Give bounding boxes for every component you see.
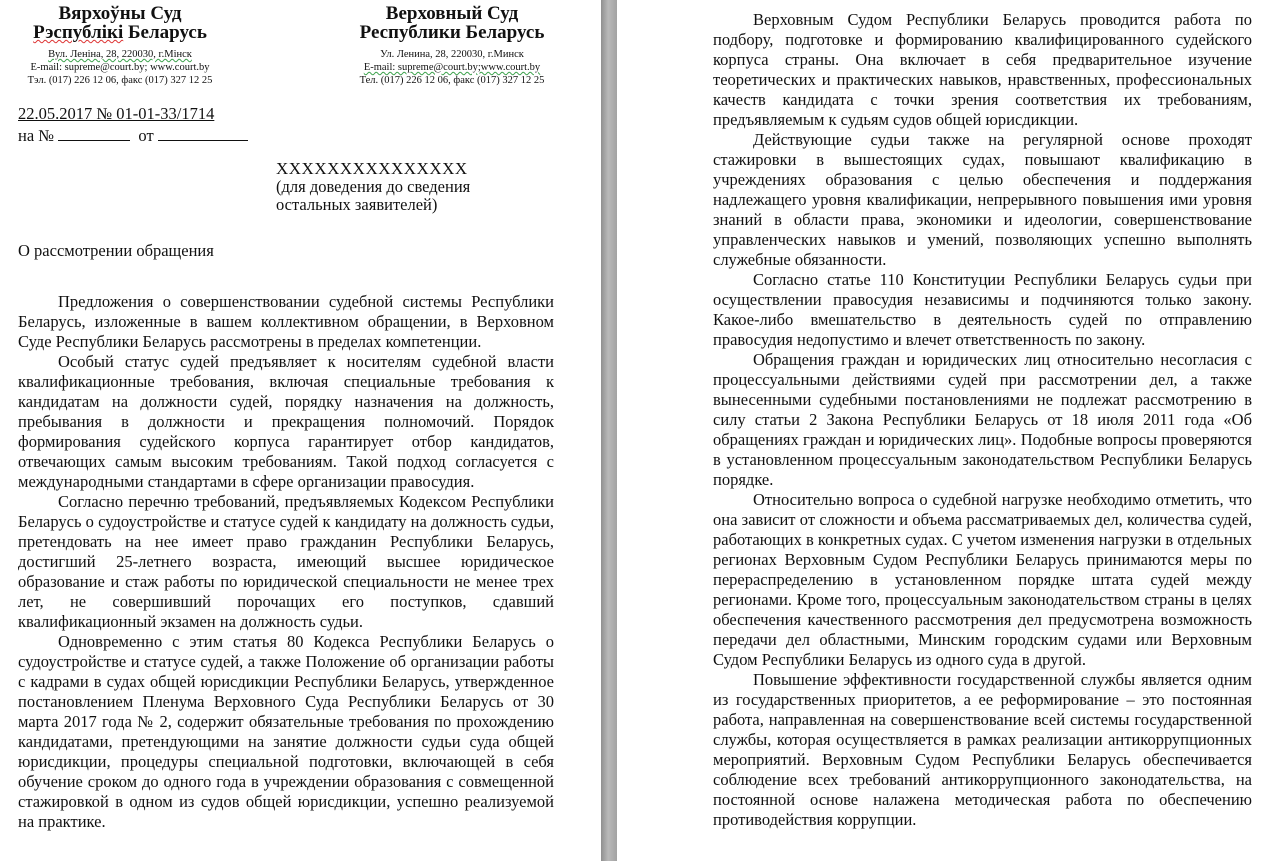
court-phone: Тел. (017) 226 12 06, факс (017) 327 12 25	[359, 75, 545, 86]
registration-number: 22.05.2017 № 01-01-33/1714	[18, 104, 215, 123]
addressee-name: XXXXXXXXXXXXXXX	[276, 159, 468, 178]
paragraph: Действующие судьи также на регулярной основе проходят стажировки в вышестоящих судах, повышают квалификацию в учреждениях образования с целью обеспечения и поддержания надлежащего уровня квалификации, непрерывного повышения ими уровня знаний в области права, экономики и идеологии, совершенствование управленческих навыков и умений, позволяющих успешно выполнять служебные обязанности.	[713, 130, 1252, 269]
document-page-right	[617, 0, 1280, 861]
paragraph: Согласно перечню требований, предъявляемых Кодексом Республики Беларусь о судоустройстве и статусе судей к кандидату на должность судьи, претендовать на нее имеет право гражданин Республики Беларусь, достигший 25-летнего возраста, имеющий высшее юридическое образование и стаж работы по юридической специальности не менее трех лет, не совершивший порочащих его поступков, сдавший квалификационный экзамен на должность судьи.	[18, 492, 554, 631]
paragraph: Предложения о совершенствовании судебной системы Республики Беларусь, изложенные в вашем коллективном обращении, в Верховном Суде Республики Беларусь рассмотрены в пределах компетенции.	[18, 292, 554, 351]
reference-date-blank	[158, 126, 248, 141]
paragraph: Особый статус судей предъявляет к носителям судебной власти квалификационные требования, включая специальные требования к кандидатам на должности судей, порядку назначения на должность, пребывания в должности и прекращения полномочий. Порядок формирования судейского корпуса гарантирует отбор кандидатов, отвечающих самым высоким требованиям. Такой подход согласуется с международными стандартами в сфере организации правосудия.	[18, 352, 554, 491]
court-contacts-russian	[350, 48, 554, 87]
letter-body-right	[713, 10, 1252, 830]
court-name-belarusian: Вярхоўны Суд Рэспублікі Беларусь	[33, 3, 207, 43]
reference-number-blank	[58, 126, 130, 141]
document-page-left	[0, 0, 601, 861]
paragraph: Одновременно с этим статья 80 Кодекса Республики Беларусь о судоустройстве и статусе судей, а также Положение об организации работы с кадрами в судах общей юрисдикции Республики Беларусь, утвержденное постановлением Пленума Верховного Суда Республики Беларусь от 30 марта 2017 года № 2, содержит обязательные требования по прохождению кандидатами, претендующими на занятие должности судьи суда общей юрисдикции, процедуры специальной подготовки, включающей в себя обучение сроком до одного года в учреждении образования с совмещенной стажировкой в одном из судов общей юрисдикции, успешно реализуемой на практике.	[18, 632, 554, 831]
letter-body-left	[18, 292, 554, 832]
court-phone: Тэл. (017) 226 12 06, факс (017) 327 12 25	[27, 75, 213, 86]
paragraph: Согласно статье 110 Конституции Республики Беларусь судьи при осуществлении правосудия независимы и подчиняются только закону. Какое-либо вмешательство в деятельность судей по отправлению правосудия недопустимо и влечет ответственность по закону.	[713, 270, 1252, 349]
paragraph: Относительно вопроса о судебной нагрузке необходимо отметить, что она зависит от сложности и объема рассматриваемых дел, количества судей, работающих в конкретных судах. С учетом изменения нагрузки в отдельных регионах Верховным Судом Республики Беларусь принимаются меры по перераспределению в установленном порядке штата судей между регионами. Кроме того, процессуальным законодательством страны в целях обеспечения качественного рассмотрения дел предусмотрена возможность передачи дел областными, Минским городским судами или Верховным Судом Республики Беларусь из одного суда в другой.	[713, 490, 1252, 669]
court-address: Вул. Леніна, 28, 220030, г.Мінск	[48, 49, 192, 60]
addressee-block	[276, 160, 470, 214]
court-contacts-belarusian	[20, 48, 220, 87]
paragraph: Верховным Судом Республики Беларусь проводится работа по подбору, подготовке и формированию квалифицированного судейского корпуса страны. Она включает в себя предварительное изучение теоретических и практических навыков, нравственных, профессиональных качеств кандидата с точки зрения соответствия их требованиям, предъявляемым к судьям судов общей юрисдикции.	[713, 10, 1252, 129]
letter-subject: О рассмотрении обращения	[18, 241, 214, 260]
paragraph: Повышение эффективности государственной службы является одним из государственных приоритетов, а ее реформирование – это постоянная работа, направленная на совершенствование всей системы государственной службы, которая осуществляется в рамках реализации антикоррупционных мероприятий. Верховным Судом Республики Беларусь обеспечивается соблюдение всех требований антикоррупционного законодательства, на постоянной основе налажена методическая работа по обеспечению противодействия коррупции.	[713, 670, 1252, 829]
letterhead-russian	[350, 4, 554, 87]
court-name-russian: Верховный Суд Республики Беларусь	[359, 3, 545, 43]
court-email: E-mail: supreme@court.by;www.court.by	[363, 62, 541, 73]
addressee-note-line2: остальных заявителей)	[276, 195, 438, 214]
letterhead-belarusian	[20, 4, 220, 87]
court-email: E-mail: supreme@court.by; www.court.by	[30, 62, 210, 73]
court-address: Ул. Ленина, 28, 220030, г.Минск	[380, 49, 524, 60]
paragraph: Обращения граждан и юридических лиц относительно несогласия с процессуальными действиями судей при рассмотрении дел, а также вынесенными судебными постановлениями не подлежат рассмотрению в силу статьи 2 Закона Республики Беларусь от 18 июля 2011 года «Об обращениях граждан и юридических лиц». Подобные вопросы проверяются в установленном процессуальным законодательством Республики Беларусь порядке.	[713, 350, 1252, 489]
addressee-note-line1: (для доведения до сведения	[276, 177, 471, 196]
page-gutter	[601, 0, 617, 861]
reference-line: на № от	[18, 126, 248, 146]
